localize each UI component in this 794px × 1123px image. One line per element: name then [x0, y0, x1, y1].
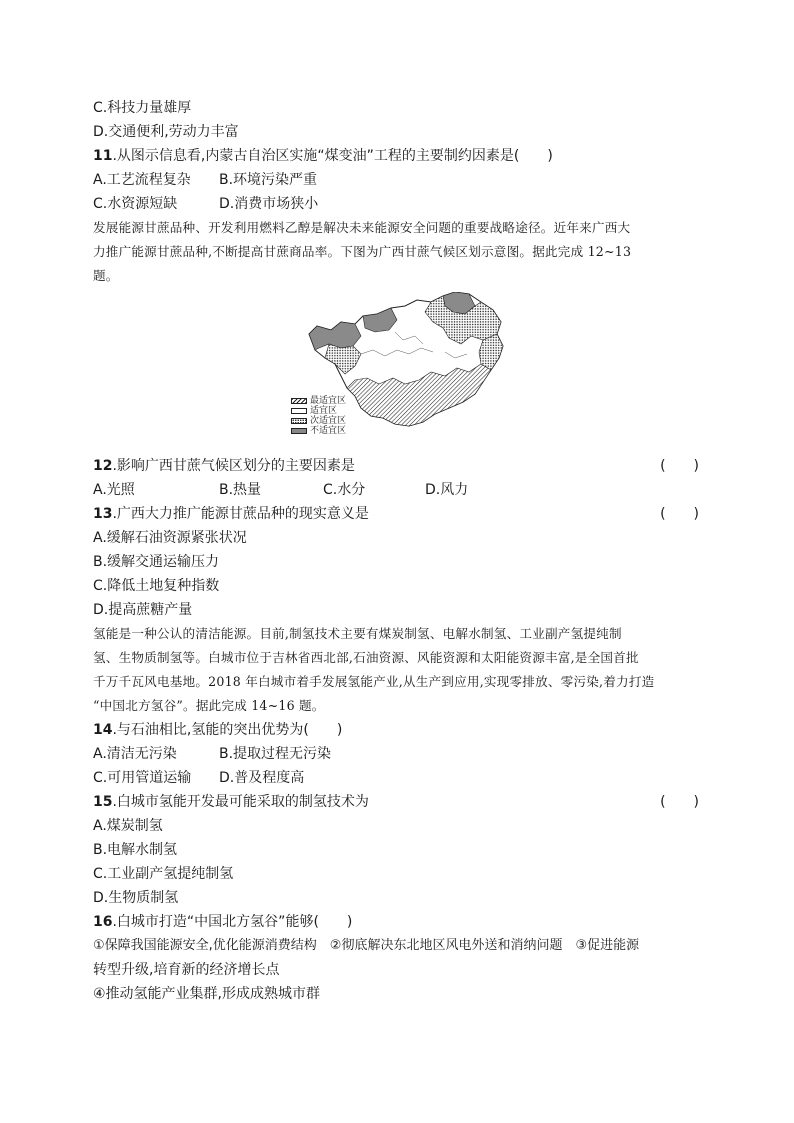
q11-options-row2 [93, 192, 713, 216]
q15-option-b: B.电解水制氢 [93, 842, 178, 858]
legend-sub-suitable [291, 416, 346, 426]
q12-number: 12 [93, 458, 113, 474]
guangxi-map-figure [93, 292, 713, 452]
q12-stem [93, 454, 713, 478]
q15-number: 15 [93, 794, 113, 810]
q12-option-d: D.风力 [425, 482, 469, 498]
q15-text: .白城市氢能开发最可能采取的制氢技术为 [112, 794, 369, 810]
legend-swatch-hatched [291, 398, 307, 404]
q13-option-b: B.缓解交通运输压力 [93, 554, 220, 570]
q14-option-d: D.普及程度高 [219, 770, 305, 786]
q16-stem [93, 910, 713, 934]
q13-stem [93, 502, 713, 526]
passage-line: 题。 [93, 268, 119, 283]
passage-line: 发展能源甘蔗品种、开发利用燃料乙醇是解决未来能源安全问题的重要战略途径。近年来广西大 [93, 220, 631, 235]
passage-line: 氢、生物质制氢等。白城市位于吉林省西北部,石油资源、风能资源和太阳能资源丰富,是全国首批 [93, 650, 639, 665]
q12-options [93, 478, 713, 502]
passage-line: 力推广能源甘蔗品种,不断提高甘蔗商品率。下图为广西甘蔗气候区划示意图。据此完成 12~13 [93, 244, 632, 259]
q14-option-b: B.提取过程无污染 [219, 746, 332, 762]
q16-statement-line: 转型升级,培育新的经济增长点 [93, 962, 280, 978]
q13-option-c: C.降低土地复种指数 [93, 578, 220, 594]
q11-option-c: C.水资源短缺 [93, 196, 178, 212]
q15-option-a: A.煤炭制氢 [93, 818, 163, 834]
q10-option-d: D.交通便利,劳动力丰富 [93, 124, 239, 140]
q16-text: .白城市打造“中国北方氢谷”能够( ) [112, 914, 353, 930]
q15-stem [93, 790, 713, 814]
q14-option-a: A.清洁无污染 [93, 746, 177, 762]
passage-sugarcane [93, 216, 713, 288]
q11-number: 11 [93, 148, 113, 164]
q14-stem [93, 718, 713, 742]
passage-line: 氢能是一种公认的清洁能源。目前,制氢技术主要有煤炭制氢、电解水制氢、工业副产氢提纯制 [93, 626, 622, 641]
q11-text: .从图示信息看,内蒙古自治区实施“煤变油”工程的主要制约因素是( ) [112, 148, 553, 164]
q11-stem [93, 144, 713, 168]
legend-most-suitable [291, 396, 346, 406]
q15-option-c: C.工业副产氢提纯制氢 [93, 866, 234, 882]
legend-suitable [291, 406, 346, 416]
q16-number: 16 [93, 914, 113, 930]
q13-answer-blank[interactable]: ( ) [660, 506, 699, 522]
legend-label: 最适宜区 [310, 396, 347, 406]
q11-option-a: A.工艺流程复杂 [93, 172, 191, 188]
map-legend [291, 396, 346, 436]
q13-text: .广西大力推广能源甘蔗品种的现实意义是 [112, 506, 369, 522]
legend-swatch-gray [291, 428, 307, 434]
q14-option-c: C.可用管道运输 [93, 770, 192, 786]
q15-option-d: D.生物质制氢 [93, 890, 179, 906]
passage-line: 千万千瓦风电基地。2018 年白城市着手发展氢能产业,从生产到应用,实现零排放、零污染,着力打造 [93, 674, 655, 689]
q11-options-row1 [93, 168, 713, 192]
legend-swatch-dotted [291, 418, 307, 424]
legend-label: 不适宜区 [310, 426, 347, 436]
q13-number: 13 [93, 506, 113, 522]
passage-line: “中国北方氢谷”。据此完成 14~16 题。 [93, 698, 325, 713]
q13-option-a: A.缓解石油资源紧张状况 [93, 530, 247, 546]
q14-text: .与石油相比,氢能的突出优势为( ) [112, 722, 343, 738]
q12-text: .影响广西甘蔗气候区划分的主要因素是 [112, 458, 355, 474]
passage-hydrogen [93, 622, 713, 718]
q13-option-d: D.提高蔗糖产量 [93, 602, 193, 618]
q15-answer-blank[interactable]: ( ) [660, 794, 699, 810]
q10-option-c: C.科技力量雄厚 [93, 100, 192, 116]
q11-option-d: D.消费市场狭小 [219, 196, 319, 212]
worksheet-page [93, 96, 713, 1006]
q11-option-b: B.环境污染严重 [219, 172, 318, 188]
q12-option-b: B.热量 [219, 482, 262, 498]
q14-number: 14 [93, 722, 113, 738]
q12-option-c: C.水分 [323, 482, 366, 498]
q12-option-a: A.光照 [93, 482, 135, 498]
legend-label: 适宜区 [310, 406, 338, 416]
q16-statement-line: ④推动氢能产业集群,形成成熟城市群 [93, 986, 321, 1002]
legend-swatch-blank [291, 408, 307, 414]
q12-answer-blank[interactable]: ( ) [660, 458, 699, 474]
q14-options-row2 [93, 766, 713, 790]
q16-statement-line: ①保障我国能源安全,优化能源消费结构 ②彻底解决东北地区风电外送和消纳问题 ③促进能源 [93, 938, 640, 953]
legend-label: 次适宜区 [310, 416, 347, 426]
q14-options-row1 [93, 742, 713, 766]
legend-unsuitable [291, 426, 346, 436]
